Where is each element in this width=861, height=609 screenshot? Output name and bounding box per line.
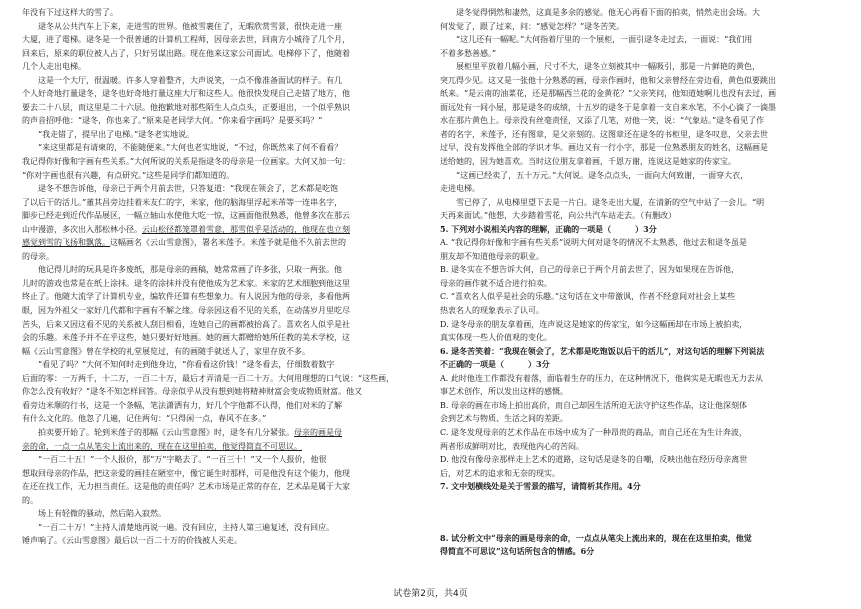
text-line: 他记得儿时的玩具是许多废纸，那是母亲的画稿，她常常画了许多张，只取一两张。他 (22, 265, 342, 275)
text-line: “你对字画也很有兴趣，有点研究。”这些是同学们都知道的。 (22, 170, 235, 180)
text-line: 看旁边米顺的行书，这是一个条幅，笔法潇洒有力，好几个字他都不认得，他们对米的了解 (22, 400, 342, 410)
question-5-option: D. 逯冬母亲的朋友拿着画，连声说这是她家的传家宝，如今这幅画却在市场上被拍卖， (440, 319, 748, 329)
text-line: 大厦，进了電梯。逯冬是一个很普通的计算机工程师，因母亲去世，回南方小城待了几个月， (22, 35, 350, 45)
text-line: “这儿还有一幅呢。”大何指着厅里的一个展柜，一面引逯冬走过去，一面说：“我们用 (440, 35, 753, 45)
text-line: 者的名字，米莲予，还有图章，是父亲刻的。这图章还在逯冬的书柜里，逯冬叹息，父亲去世 (440, 129, 768, 139)
text-line: 几个人走出电梯。 (22, 62, 86, 72)
text-line: 场上有轻微的骚动，然后陷入寂然。 (22, 509, 166, 519)
text-line: 在还在找工作，无力担当责任。这是他的责任吗？艺术市场是正常的存在，艺术品是属于大家 (22, 482, 350, 492)
question-6-option: A. 此时他连工作都没有着落，面临着生存的压力，在这种情况下，他倘实是无暇也无力去从 (440, 373, 763, 383)
question-5-option: A. “我记得你好像和字画有些关系”说明大何对逯冬的情况不太熟悉，他过去和逯冬虽是 (440, 238, 748, 248)
text-line: 雪已停了，从电梯里望下去是一片白。逯冬走出大厦，在清新的空气中站了一会儿。“明 (440, 197, 765, 207)
question-6-option: 事艺术创作，所以发出这样的感慨。 (440, 387, 568, 397)
text-line: 这是一个大厅，很温暖。许多人穿着整齐，大声说笑，一点不像准备面试的样子。有几 (22, 75, 342, 85)
text-line: 会的乐趣。米莲予并不在乎这些，她只要好好地画。她的画大都赠给她所任教的美术学校，这 (22, 333, 350, 343)
question-5-option: B. 逯冬实在不想告诉大何，自己的母亲已于两个月前去世了，因为如果现在告诉他， (440, 265, 739, 275)
right-column (440, 6, 840, 559)
question-5-option: 朋友却不知道他母亲的职业。 (440, 251, 544, 261)
question-8: 得简直不可思议”这句话所包含的情感。6分 (440, 546, 595, 557)
answer-space (440, 494, 840, 532)
text-line: 回来后，原来的职位被人占了，只好另谋出路。现在他来这家公司面试。电梯停下了，他随着 (22, 48, 350, 58)
text-line: “来这里都是有请柬的，不能随便来。”大何也老实地说，“不过，你既然来了何不看看？ (22, 143, 343, 153)
text-line: 送给她的，因为她喜欢。当时这位朋友拿着画，千恩万谢，连说这是她家的传家宝。 (440, 157, 736, 167)
question-5-option: 母亲的画作就不适合进行拍卖。 (440, 278, 552, 288)
text-line: 锤声响了。《云山雪意图》最后以一百二十万的价钱被人买走。 (22, 536, 242, 546)
text-line: 个人好奇地打量逯冬，逯冬也好奇地打量这座大厅和这些人。他很快发现自己走错了地方，他 (22, 89, 350, 99)
question-6-option: 两者形成鲜明对比，表现他内心的苦闷。 (440, 441, 584, 451)
text-line: 想取回母亲的作品，把这亲爱的画挂在陋室中，像它诞生时那样，可是他没有这个能力，他现 (22, 468, 350, 478)
text-line: 逯冬觉得惘然和凄然，这真是多余的感觉。他无心再看下面的拍卖，悄然走出会场。大 (440, 8, 760, 17)
question-6-option: D. 他没有像母亲那样走上艺术的道路，这句话是逯冬的自嘲，反映出他在经历母亲离世 (440, 455, 748, 465)
text-segment: 拍卖要开始了。轮到米莲子的那幅《云山雪意图》时，逯冬有几分紧张。 (22, 427, 294, 437)
text-line: 后面的零：一万两千，十二万，一百二十万，最后才弄清是一百二十万。大何用理想的口气说：“这些画， (22, 373, 395, 383)
text-line: 终止了。他随大流学了计算机专业，编软件还算有些想象力。有人说因为他的母亲，多看他两 (22, 292, 350, 302)
question-6-stem: 不正确的一项是（ ）3分 (440, 359, 550, 370)
text-line: “一百二十五！”一个人报价，那“万”字略去了。“一百三十！”又一个人报价，他很 (22, 455, 327, 465)
question-6-option: B. 母亲的画在市场上拍出高价，而自己却因生活所迫无法守护这些作品，这让他深刻体 (440, 400, 747, 410)
text-line: 面远处有一间小屋，那是逯冬的成绩，十五岁的逯冬于是拿着一支自来水笔，不小心滴了一滴墨 (440, 102, 776, 112)
text-line (22, 236, 418, 250)
question-5-stem: 5. 下列对小说相关内容的理解，正确的一项是（ ）3分 (440, 223, 657, 234)
question-6-stem: 6. 逯冬苦笑着：“我现在领会了，艺术都是吃饱饭以后干的活儿”，对这句话的理解下列说法 (440, 345, 765, 356)
text-line: 儿时的游戏也常是在纸上涂抹。逯冬的涂抹并没有使他成为艺术家。米家的艺术细胞到他这里 (22, 278, 350, 288)
question-6-option: C. 逯冬发现母亲的艺术作品在市场中成为了一种昂贵的商品，而自己还在为生计奔波， (440, 427, 747, 437)
underlined-quote: 一点一点从笔尖上流出来的，现在在这里拍卖，他觉得简直不可思议。 (54, 441, 302, 451)
text-line: 水在那片黄色上。母亲没有丝毫责怪，又添了几笔，对他一笑，说：“气象站。”逯冬看见了作 (440, 116, 765, 126)
underlined-quote: 亲的命， (22, 441, 54, 451)
underlined-quote: 母亲的画是母 (294, 427, 342, 437)
question-6-option: 后，对艺术的追求和无奈的现实。 (440, 468, 560, 478)
text-segment: 山中漫游，多次出入那松林小径。 (22, 224, 142, 234)
text-line (22, 223, 418, 237)
left-column (22, 6, 418, 548)
text-line: 突兀得少见。这又是一张他十分熟悉的画，母亲作画时，他和父亲曾经在旁边看，黄色似要跳出 (440, 75, 776, 85)
text-line: 纸来。“是云南的油菜花，还是那幅西兰花的金黄花？”父亲笑问，他知道她啊儿也没有去过，画 (440, 89, 777, 99)
text-line: 的。 (22, 495, 38, 505)
question-5-option: 真实体现一些人价值观的变化。 (440, 333, 552, 343)
text-line: 我记得你好像和字画有些关系。”大何所说的关系是指逯冬的母亲是一位画家。大何又加一句： (22, 157, 351, 167)
text-line: “一百二十万！”主持人清楚地再说一遍。没有回应，主持人第三遍复述，没有回应。 (22, 522, 335, 532)
text-line: “这画已经卖了，五十万元。”大何说。逯冬点点头，一面向大何致谢，一面穿大衣， (440, 170, 749, 180)
question-8: 8. 试分析文中“母亲的画是母亲的命，一点点从笔尖上流出来的，现在在这里拍卖，他觉 (440, 532, 752, 543)
text-segment: 这幅画名《云山雪意图》，署名米莲予。米莲予就是他不久前去世的 (110, 238, 346, 248)
text-line (22, 440, 418, 454)
text-line: 何发觉了，跟了过来，问：“感觉怎样？”逯冬苦笑。 (440, 21, 625, 31)
text-line: 眼，因为外祖父一家好几代都和字画有不解之缘。母亲因这看不见的关系，在动荡岁月里吃尽 (22, 306, 350, 316)
text-line: 幅《云山雪意图》曾在学校的礼堂展览过，有的画随手就送人了，家里存放不多。 (22, 346, 310, 356)
text-line: 要去二十八层，而这里是二十六层。他抱歉地对那些陌生人点点头，正要退出，一个似乎熟识 (22, 102, 350, 112)
text-line: “看见了吗？”大何不知何时走到他身边，“你看看这价钱！”逯冬看去，仔细数着数字 (22, 360, 335, 370)
question-6-option: 会到艺术与物质、生活之间的差距。 (440, 414, 568, 424)
question-5-option: C. “喜欢名人似乎是社会的乐趣。”这句话在文中带激讽，作者不经意间对社会上某些 (440, 292, 736, 302)
text-line: 了以后干的活儿。”董其昌旁边挂着米友仁的字，米家，他的脑海里浮起米芾等一连串名字， (22, 197, 343, 207)
page-footer: 试卷第2页，共4页 (393, 589, 468, 599)
text-line: 的母亲。 (22, 251, 54, 261)
question-5-option: 热衷名人的现象表示了认可。 (440, 306, 544, 316)
question-7: 7. 文中划横线处是关于雪景的描写，请简析其作用。4分 (440, 481, 641, 492)
text-line: 不着多愁善感。” (440, 48, 497, 58)
text-line: 展柜里平放着几幅小画，尺寸不大，逯冬立刻被其中一幅吸引，那是一片鲜艳的黄色， (440, 62, 760, 72)
text-line: 逯冬不想告诉他，母亲已于两个月前去世，只答复道：“我现在领会了，艺术都是吃饱 (22, 184, 339, 194)
text-line: 你怎么没有收好？”逯冬不知怎样回答。母亲似乎从没有想到她将精神财富会变成物质财富。他又 (22, 387, 363, 397)
text-line: 过早，没有发挥他全部的学识才华。画边又有一行小字，那是一位熟悉朋友的姓名，这幅画是 (440, 143, 768, 153)
text-line: “我走错了，提早出了电梯。”逯冬老实地说。 (22, 129, 195, 139)
text-line: 逯冬从公共汽车上下来，走进雪的世界。他被雪裹住了，无暇欣赏雪景，很快走进一座 (22, 21, 342, 31)
text-line: 有什么文化的。他忽了几遍，记住两句：“只得闲一点，春风不在多。” (22, 414, 267, 424)
underlined-scenery: 云山松径都笼罩着雪意，那雪似乎是活动的，他现在也立刻 (142, 224, 350, 234)
text-line: 天再来面试。”他想，大步踏着雪花，向公共汽车站走去。（有删改） (440, 211, 677, 221)
text-line: 年没有下过这样大的雪了。 (22, 8, 118, 17)
text-line: 苦头，后来又因这看不见的关系被人刮目相看，连她自己的画都被抬高了。喜欢名人似乎是社 (22, 319, 350, 329)
underlined-scenery: 感觉到雪的飞扬和飘落。 (22, 238, 110, 248)
text-line: 走进电梯。 (440, 184, 480, 194)
text-line (22, 426, 418, 440)
text-line: 脚步已经走到近代作品展区，一幅立轴山水使他大吃一惊，这画面他很熟悉，他曾多次在那云 (22, 211, 350, 221)
text-line: 的声音招呼他：“逯冬，你也来了。”原来是老同学大何。“你来看字画吗？是要买吗？” (22, 116, 323, 126)
